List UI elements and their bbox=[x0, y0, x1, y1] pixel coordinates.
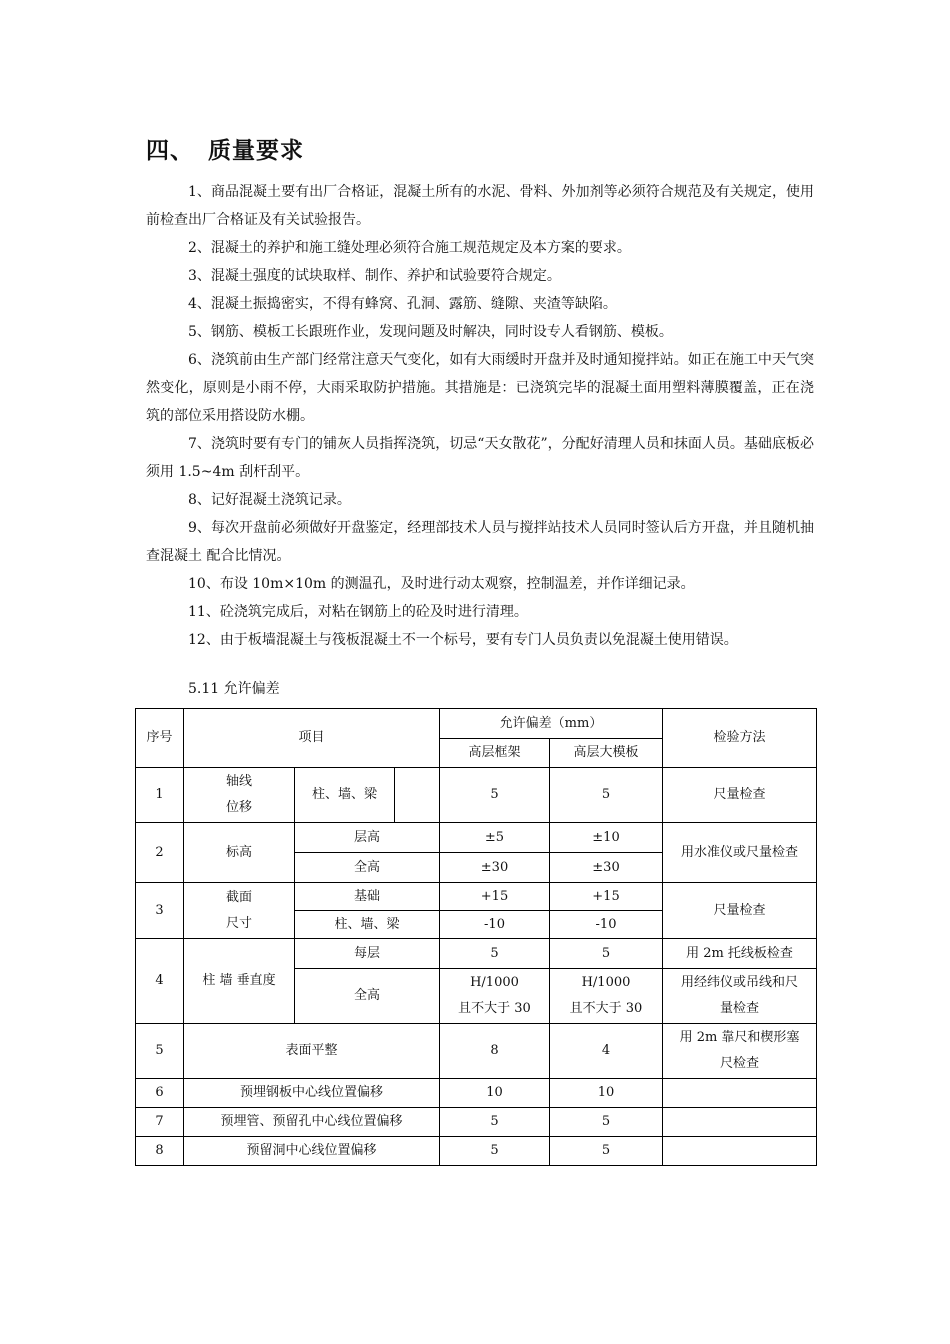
cell-item: 标高 bbox=[184, 823, 295, 883]
cell-method bbox=[663, 969, 817, 1024]
table-row bbox=[136, 1024, 817, 1079]
cell-seq: 7 bbox=[136, 1108, 184, 1137]
cell-line: 且不大于 30 bbox=[569, 1001, 643, 1016]
table-caption: 5.11 允许偏差 bbox=[188, 681, 280, 697]
cell-sub: 全高 bbox=[295, 853, 440, 883]
cell-item-line: 位移 bbox=[225, 800, 252, 815]
cell-formwork: 5 bbox=[550, 1108, 663, 1137]
cell-seq: 4 bbox=[136, 939, 184, 1024]
cell-formwork: ±30 bbox=[550, 853, 663, 883]
cell-sub: 柱、墙、梁 bbox=[295, 768, 395, 823]
paragraph: 12、由于板墙混凝土与筏板混凝土不一个标号，要有专门人员负责以免混凝土使用错误。 bbox=[188, 632, 738, 648]
cell-empty bbox=[395, 768, 440, 823]
cell-seq: 3 bbox=[136, 883, 184, 939]
paragraph: 8、记好混凝土浇筑记录。 bbox=[188, 492, 351, 508]
cell-method bbox=[663, 1137, 817, 1166]
cell-sub: 基础 bbox=[295, 883, 440, 911]
section-title: 质量要求 bbox=[208, 138, 304, 164]
section-heading bbox=[146, 132, 304, 165]
cell-item bbox=[184, 883, 295, 939]
cell-frame: 5 bbox=[440, 768, 550, 823]
paragraph: 3、混凝土强度的试块取样、制作、养护和试验要符合规定。 bbox=[188, 268, 561, 284]
cell-item: 柱 墙 垂直度 bbox=[184, 939, 295, 1024]
table-row bbox=[136, 1108, 817, 1137]
cell-line: 用 2m 靠尺和楔形塞 bbox=[679, 1030, 800, 1045]
table-row bbox=[136, 1079, 817, 1108]
paragraph: 2、混凝土的养护和施工缝处理必须符合施工规范规定及本方案的要求。 bbox=[188, 240, 631, 256]
header-frame: 高层框架 bbox=[440, 739, 550, 768]
cell-formwork: ±10 bbox=[550, 823, 663, 853]
header-formwork: 高层大模板 bbox=[550, 739, 663, 768]
cell-frame: 5 bbox=[440, 1137, 550, 1166]
cell-item-line: 截面 bbox=[225, 889, 252, 905]
cell-frame: ±30 bbox=[440, 853, 550, 883]
cell-item: 预留洞中心线位置偏移 bbox=[184, 1137, 440, 1166]
table-row bbox=[136, 768, 817, 823]
table-header-row bbox=[136, 709, 817, 739]
cell-seq: 8 bbox=[136, 1137, 184, 1166]
cell-sub: 层高 bbox=[295, 823, 440, 853]
cell-formwork: 5 bbox=[550, 1137, 663, 1166]
cell-formwork: 5 bbox=[550, 768, 663, 823]
cell-line: H/1000 bbox=[470, 975, 519, 990]
cell-item: 预埋管、预留孔中心线位置偏移 bbox=[184, 1108, 440, 1137]
section-number: 四、 bbox=[146, 138, 194, 164]
paragraph: 1、商品混凝土要有出厂合格证，混凝土所有的水泥、骨料、外加剂等必须符合规范及有关规定，使用前检查出厂合格证及有关试验报告。 bbox=[146, 184, 814, 228]
cell-method: 用水准仪或尺量检查 bbox=[663, 823, 817, 883]
table-row bbox=[136, 883, 817, 911]
cell-line: 尺检查 bbox=[719, 1056, 759, 1071]
cell-item-line: 尺寸 bbox=[225, 915, 252, 931]
cell-frame: ±5 bbox=[440, 823, 550, 853]
header-tolerance: 允许偏差（mm） bbox=[440, 709, 663, 739]
cell-seq: 1 bbox=[136, 768, 184, 823]
cell-line: 量检查 bbox=[719, 1001, 759, 1016]
paragraph: 5、钢筋、模板工长跟班作业，发现问题及时解决，同时设专人看钢筋、模板。 bbox=[188, 324, 673, 340]
paragraph: 6、浇筑前由生产部门经常注意天气变化，如有大雨缓时开盘并及时通知搅拌站。如正在施工中天气突然变化，原则是小雨不停，大雨采取防护措施。其措施是：已浇筑完毕的混凝土面用塑料薄膜覆盖，正在浇筑的部位采用搭设防水棚。 bbox=[146, 352, 814, 424]
header-item: 项目 bbox=[184, 709, 440, 768]
tolerance-table bbox=[135, 708, 817, 1166]
requirements-list bbox=[146, 178, 814, 654]
cell-seq: 6 bbox=[136, 1079, 184, 1108]
paragraph: 10、布设 10m×10m 的测温孔，及时进行动太观察，控制温差，并作详细记录。 bbox=[188, 576, 695, 592]
table-row bbox=[136, 823, 817, 853]
cell-item-line: 轴线 bbox=[225, 774, 252, 789]
cell-seq: 5 bbox=[136, 1024, 184, 1079]
cell-line: 且不大于 30 bbox=[458, 1001, 531, 1016]
cell-sub: 全高 bbox=[295, 969, 440, 1024]
cell-item: 表面平整 bbox=[184, 1024, 440, 1079]
cell-method: 尺量检查 bbox=[663, 768, 817, 823]
header-seq: 序号 bbox=[136, 709, 184, 768]
cell-formwork: 10 bbox=[550, 1079, 663, 1108]
cell-frame bbox=[440, 969, 550, 1024]
cell-seq: 2 bbox=[136, 823, 184, 883]
cell-line: 用经纬仪或吊线和尺 bbox=[680, 975, 798, 990]
cell-method bbox=[663, 1024, 817, 1079]
cell-formwork: +15 bbox=[550, 883, 663, 911]
header-method: 检验方法 bbox=[663, 709, 817, 768]
cell-formwork: 5 bbox=[550, 939, 663, 969]
cell-line: H/1000 bbox=[581, 975, 631, 990]
table-row bbox=[136, 1137, 817, 1166]
cell-method: 尺量检查 bbox=[663, 883, 817, 939]
cell-formwork: -10 bbox=[550, 911, 663, 939]
cell-item bbox=[184, 768, 295, 823]
paragraph: 9、每次开盘前必须做好开盘鉴定，经理部技术人员与搅拌站技术人员同时签认后方开盘，并且随机抽查混凝土 配合比情况。 bbox=[146, 520, 814, 564]
cell-frame: 10 bbox=[440, 1079, 550, 1108]
cell-frame: -10 bbox=[440, 911, 550, 939]
cell-method bbox=[663, 1108, 817, 1137]
cell-sub: 柱、墙、梁 bbox=[295, 911, 440, 939]
paragraph: 7、浇筑时要有专门的铺灰人员指挥浇筑，切忌“天女散花”，分配好清理人员和抹面人员。基础底板必须用 1.5~4m 刮杆刮平。 bbox=[146, 436, 814, 480]
cell-sub: 每层 bbox=[295, 939, 440, 969]
cell-formwork: 4 bbox=[550, 1024, 663, 1079]
cell-method bbox=[663, 1079, 817, 1108]
cell-frame: 8 bbox=[440, 1024, 550, 1079]
paragraph: 4、混凝土振捣密实，不得有蜂窝、孔洞、露筋、缝隙、夹渣等缺陷。 bbox=[188, 296, 617, 312]
cell-frame: +15 bbox=[440, 883, 550, 911]
paragraph: 11、砼浇筑完成后，对粘在钢筋上的砼及时进行清理。 bbox=[188, 604, 528, 620]
table-row bbox=[136, 939, 817, 969]
cell-frame: 5 bbox=[440, 939, 550, 969]
cell-formwork bbox=[550, 969, 663, 1024]
cell-method: 用 2m 托线板检查 bbox=[663, 939, 817, 969]
cell-frame: 5 bbox=[440, 1108, 550, 1137]
cell-item: 预埋钢板中心线位置偏移 bbox=[184, 1079, 440, 1108]
